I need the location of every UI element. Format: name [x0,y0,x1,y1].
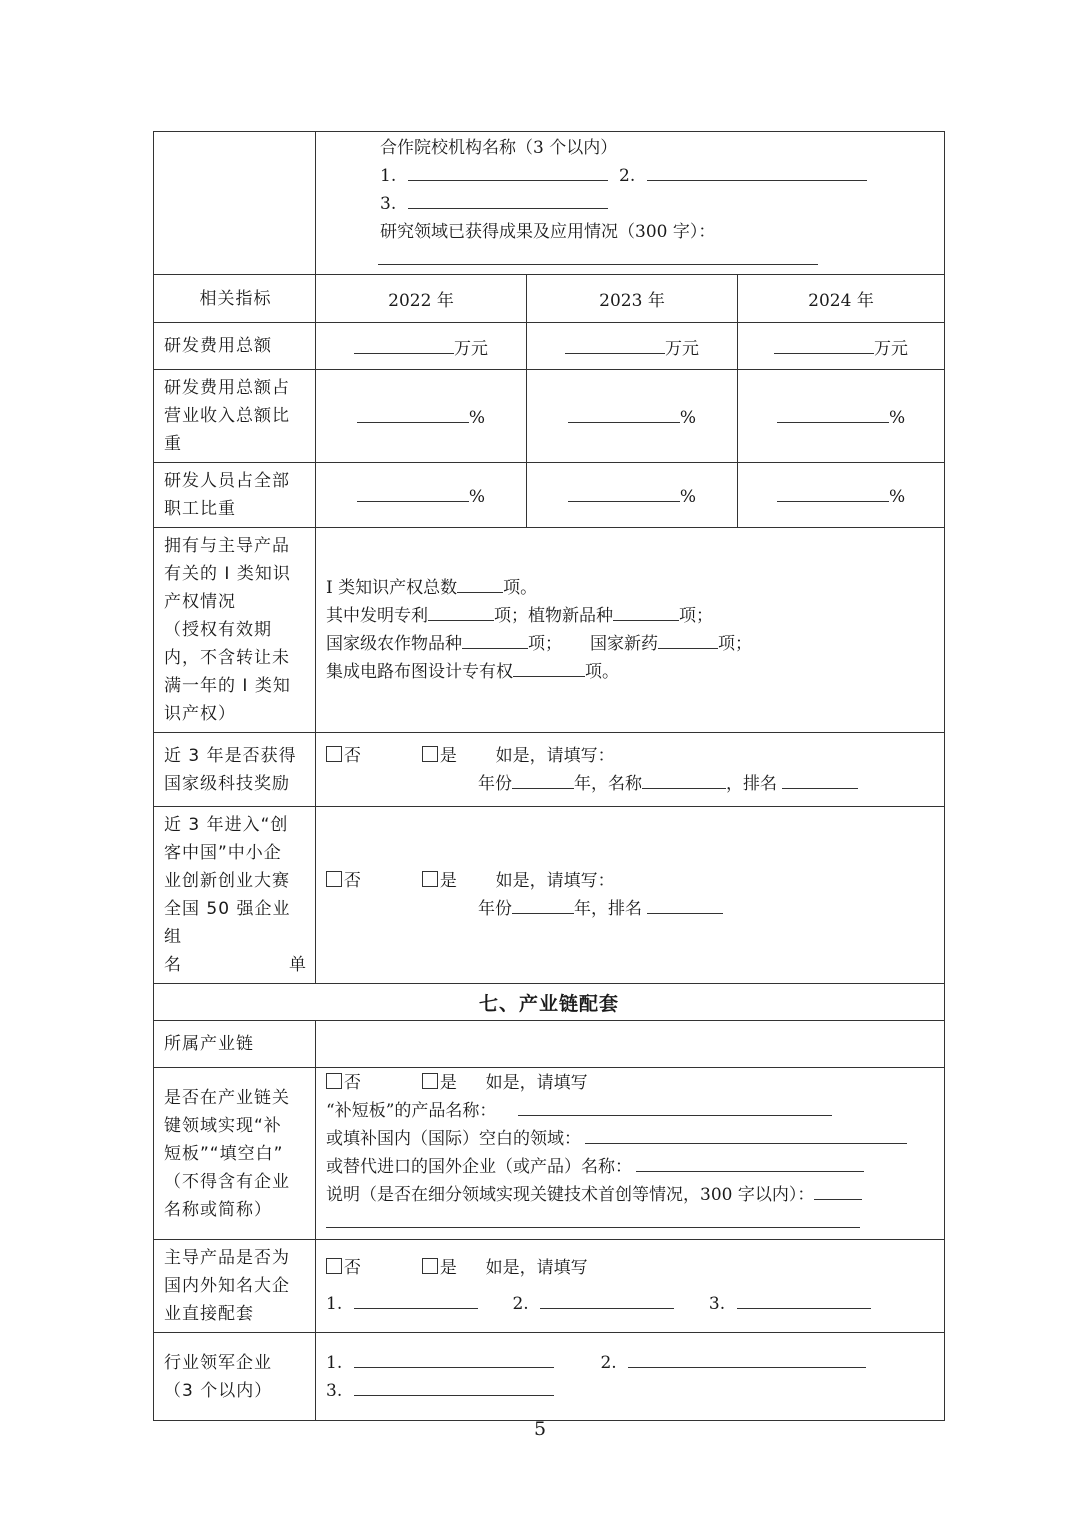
ip-label-line: 识产权） [164,704,236,724]
ip-label-line: 产权情况 [164,592,236,612]
coop-field-3[interactable] [408,190,608,209]
plant-variety-label: 项；植物新品种 [494,606,613,626]
rd-total-2023-field[interactable] [565,335,665,354]
unit-wanyuan: 万元 [665,338,699,359]
application-form-page [153,131,944,1421]
patent-label: 其中发明专利 [326,606,428,626]
rd-ratio-2022-field[interactable] [357,404,469,423]
new-drug-label: 国家新药 [590,634,658,654]
award-year-field[interactable] [512,770,574,789]
leader-field-2[interactable] [628,1349,866,1368]
unit-percent: % [888,408,906,428]
explanation-label: 说明（是否在细分领域实现关键技术首创等情况，300 字以内）： [326,1185,815,1205]
staff-ratio-label-line1: 研发人员占全部 [164,471,290,491]
if-yes-text: 如是，请填写： [495,745,615,766]
form-table [153,131,945,1421]
supply-label-line: 业直接配套 [164,1304,254,1324]
cooperation-cell [316,132,945,275]
ip-total-field[interactable] [457,574,503,593]
contest-content [316,807,945,984]
if-yes-text: 如是，请填写 [485,1073,588,1093]
if-yes-text: 如是，请填写 [485,1258,588,1278]
rd-ratio-label-line3: 重 [164,434,182,454]
shortboard-product-field[interactable] [518,1097,832,1116]
patent-field[interactable] [428,602,494,621]
supply-label [154,1240,316,1333]
crop-variety-label: 国家级农作物品种 [326,634,462,654]
leader-num-1: 1. [326,1352,343,1373]
explanation-field-2[interactable] [326,1209,860,1228]
key-label-line: 是否在产业链关 [164,1087,290,1108]
supply-field-3[interactable] [737,1290,871,1309]
rd-ratio-2023-field[interactable] [568,404,680,423]
staff-ratio-2024-field[interactable] [777,483,889,502]
unit-percent: % [679,408,697,428]
rd-ratio-2024-field[interactable] [777,404,889,423]
year-rank-label: 年，排名 [574,899,642,919]
award-label-line1: 近 3 年是否获得 [164,745,297,766]
leader-num-3: 3. [326,1380,343,1401]
crop-variety-field[interactable] [462,630,528,649]
key-content [316,1068,945,1240]
coop-title: 合作院校机构名称（3 个以内） [380,138,618,158]
year-2022-header: 2022 年 [316,275,527,323]
leader-label [154,1333,316,1421]
ic-layout-label: 集成电路布图设计专有权 [326,662,513,682]
award-label [154,733,316,807]
import-substitute-field[interactable] [636,1153,864,1172]
unit-percent: % [888,487,906,507]
leader-field-1[interactable] [354,1349,554,1368]
contest-year-field[interactable] [512,895,574,914]
rd-ratio-label-line1: 研发费用总额占 [164,378,290,398]
leader-field-3[interactable] [354,1377,554,1396]
supply-no-checkbox[interactable] [326,1258,342,1274]
gap-field-label: 或填补国内（国际）空白的领域： [326,1129,581,1149]
contest-label-last-b: 单 [289,955,307,975]
import-substitute-label: 或替代进口的国外企业（或产品）名称： [326,1157,632,1177]
unit-wanyuan: 万元 [454,338,488,359]
staff-ratio-2022-field[interactable] [357,483,469,502]
shortboard-product-label: “补短板”的产品名称： [326,1101,497,1121]
leader-content [316,1333,945,1421]
rank-label: ，排名 [726,773,777,794]
coop-num-1: 1. [380,166,397,186]
section-7-title: 七、产业链配套 [154,984,945,1021]
award-content [316,733,945,807]
no-label: 否 [344,1258,361,1278]
key-field-label [154,1068,316,1240]
supply-num-2: 2. [512,1294,529,1314]
contest-rank-field[interactable] [647,895,723,914]
rd-total-2022-field[interactable] [354,335,454,354]
key-label-line: （不得含有企业 [164,1171,290,1192]
supply-field-1[interactable] [354,1290,478,1309]
results-field[interactable] [378,246,818,265]
contest-label-line: 近 3 年进入“创 [164,815,289,835]
year-label: 年份 [478,899,512,919]
ip-label-line: 拥有与主导产品 [164,536,290,556]
ip-unit: 项。 [585,662,619,682]
no-label: 否 [344,745,361,766]
key-yes-checkbox[interactable] [422,1073,438,1089]
ip-unit: 项； [679,606,713,626]
yes-label: 是 [439,745,457,766]
supply-num-3: 3. [708,1294,726,1314]
ip-label-line: 有关的 I 类知识 [164,564,291,584]
ip-unit: 项。 [503,578,538,598]
coop-num-3: 3. [380,194,397,214]
rd-total-label: 研发费用总额 [154,323,316,370]
award-rank-field[interactable] [782,770,858,789]
supply-yes-checkbox[interactable] [422,1258,438,1274]
award-no-checkbox[interactable] [326,746,342,762]
unit-percent: % [468,487,486,507]
unit-wanyuan: 万元 [874,338,909,359]
ip-label-line: 满一年的 I 类知 [164,676,291,696]
year-2024-header: 2024 年 [738,275,945,323]
supply-field-2[interactable] [540,1290,674,1309]
industry-chain-field[interactable] [316,1021,945,1068]
key-label-line: 键领域实现“补 [164,1115,282,1136]
key-no-checkbox[interactable] [326,1073,342,1089]
year-label: 年份 [478,773,512,794]
ip-unit: 项； [528,634,562,654]
coop-field-1[interactable] [408,162,608,181]
rd-ratio-label [154,370,316,463]
ip-label-line: 内，不含转让未 [164,648,290,668]
industry-chain-label: 所属产业链 [154,1021,316,1068]
new-drug-field[interactable] [658,630,718,649]
no-label: 否 [344,1073,361,1093]
ip-total-label: I 类知识产权总数 [326,578,458,598]
ip-unit: 项； [718,634,752,654]
year-2023-header: 2023 年 [527,275,738,323]
indicator-header: 相关指标 [154,275,316,323]
coop-field-2[interactable] [647,162,867,181]
contest-label-last-a: 名 [164,955,182,975]
explanation-field[interactable] [814,1181,862,1200]
if-yes-text: 如是，请填写： [495,871,615,891]
yes-label: 是 [439,1258,457,1278]
staff-ratio-label-line2: 职工比重 [164,499,236,519]
no-label: 否 [344,871,361,891]
ic-layout-field[interactable] [513,658,585,677]
gap-field-input[interactable] [585,1125,907,1144]
key-label-line: 短板”“填空白” [164,1143,284,1164]
results-label: 研究领域已获得成果及应用情况（300 字）： [380,222,716,242]
ip-content [316,528,945,733]
leader-label-line2: （3 个以内） [164,1380,273,1401]
yes-label: 是 [439,871,457,891]
award-label-line2: 国家级科技奖励 [164,773,290,794]
supply-num-1: 1. [326,1294,343,1314]
ip-label [154,528,316,733]
leader-label-line1: 行业领军企业 [164,1352,272,1373]
page-number: 5 [533,1418,547,1440]
coop-num-2: 2. [619,166,636,186]
year-name-label: 年，名称 [574,773,642,794]
top-left-empty-cell [154,132,316,275]
contest-label-line: 业创新创业大赛 [164,871,290,891]
yes-label: 是 [439,1073,457,1093]
supply-label-line: 国内外知名大企 [164,1276,290,1296]
award-name-field[interactable] [642,770,726,789]
supply-label-line: 主导产品是否为 [164,1248,290,1268]
contest-label-line: 客中国”中小企 [164,843,282,863]
staff-ratio-label [154,463,316,528]
rd-ratio-label-line2: 营业收入总额比 [164,406,290,426]
contest-no-checkbox[interactable] [326,871,342,887]
award-yes-checkbox[interactable] [422,746,438,762]
contest-yes-checkbox[interactable] [422,871,438,887]
unit-percent: % [468,408,486,428]
contest-label-line: 全国 50 强企业组 [164,899,291,947]
leader-num-2: 2. [600,1352,617,1373]
unit-percent: % [679,487,697,507]
contest-label [154,807,316,984]
ip-label-line: （授权有效期 [164,620,272,640]
key-label-line: 名称或简称） [164,1199,272,1220]
supply-content [316,1240,945,1333]
staff-ratio-2023-field[interactable] [568,483,680,502]
plant-variety-field[interactable] [613,602,679,621]
rd-total-2024-field[interactable] [774,335,874,354]
